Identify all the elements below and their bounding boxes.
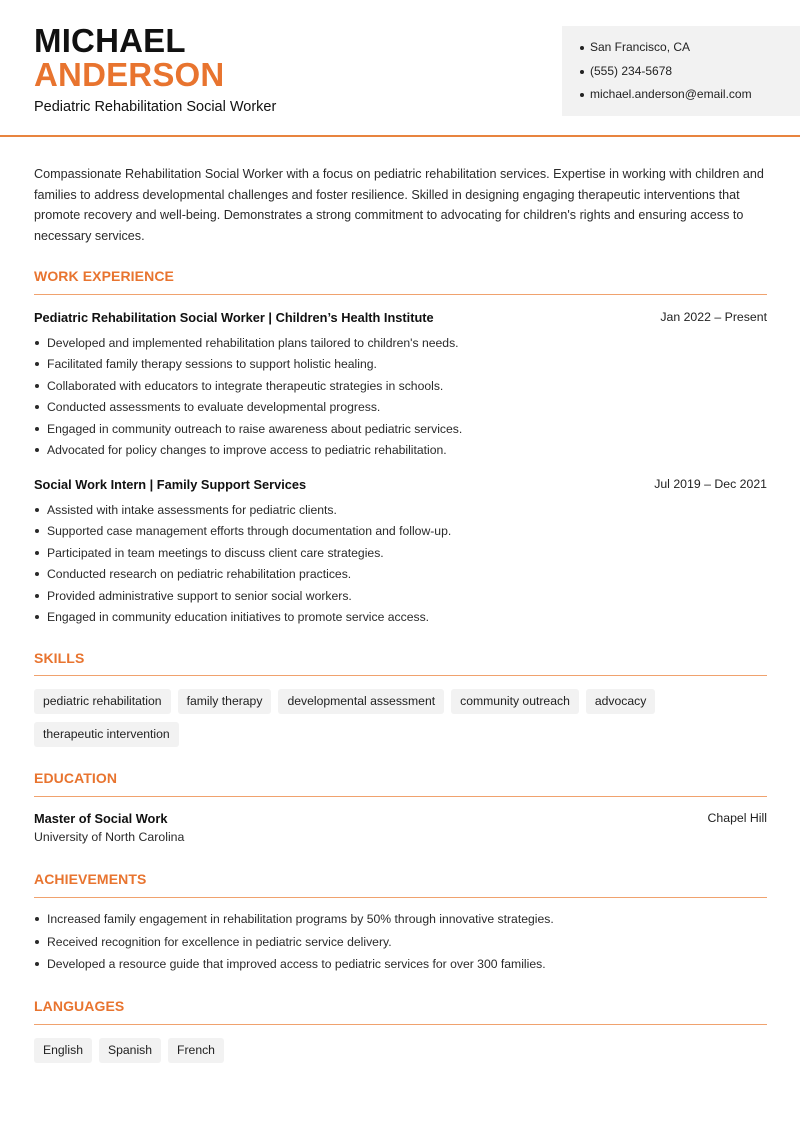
list-item: Supported case management efforts through documentation and follow-up. xyxy=(34,524,767,545)
education-school: University of North Carolina xyxy=(34,830,185,844)
section-title-skills: SKILLS xyxy=(34,650,85,666)
skill-tag: community outreach xyxy=(451,689,579,714)
list-item: Received recognition for excellence in pediatric service delivery. xyxy=(34,935,767,958)
list-item: Collaborated with educators to integrate therapeutic strategies in schools. xyxy=(34,379,767,400)
list-item: Conducted research on pediatric rehabilitation practices. xyxy=(34,567,767,588)
contact-email: michael.anderson@email.com xyxy=(580,86,752,110)
list-item: Developed and implemented rehabilitation plans tailored to children's needs. xyxy=(34,336,767,357)
education-location: Chapel Hill xyxy=(707,811,767,825)
first-name: MICHAEL xyxy=(34,22,186,59)
job-entry xyxy=(34,477,767,631)
contact-list xyxy=(580,39,752,110)
skill-tag: pediatric rehabilitation xyxy=(34,689,171,714)
section-title-education: EDUCATION xyxy=(34,770,118,786)
skills-tag-list xyxy=(34,689,767,747)
section-title-achievements: ACHIEVEMENTS xyxy=(34,871,147,887)
job-role: Pediatric Rehabilitation Social Worker | Children’s Health Institute xyxy=(34,310,434,325)
contact-location: San Francisco, CA xyxy=(580,39,752,63)
section-divider xyxy=(34,294,767,295)
education-entry xyxy=(34,811,767,844)
job-title: Pediatric Rehabilitation Social Worker xyxy=(34,99,277,115)
job-bullet-list xyxy=(34,503,767,631)
list-item: Participated in team meetings to discuss client care strategies. xyxy=(34,546,767,567)
job-bullet-list xyxy=(34,336,767,464)
section-divider xyxy=(34,897,767,898)
resume-header xyxy=(0,0,800,137)
contact-box xyxy=(562,26,800,116)
section-title-work: WORK EXPERIENCE xyxy=(34,268,174,284)
job-dates: Jan 2022 – Present xyxy=(660,310,767,324)
achievements-list xyxy=(34,912,767,980)
language-tag: Spanish xyxy=(99,1038,161,1063)
list-item: Engaged in community outreach to raise awareness about pediatric services. xyxy=(34,422,767,443)
list-item: Advocated for policy changes to improve access to pediatric rehabilitation. xyxy=(34,443,767,464)
job-header xyxy=(34,310,767,330)
summary-paragraph: Compassionate Rehabilitation Social Worker with a focus on pediatric rehabilitation services. Expertise in working with children and families to address developmental challenges and foster resilience. Skilled in designing engaging therapeutic interventions that promote recovery and well-being. Demonstrates a strong commitment to advocating for children's rights and ensuring access to necessary services. xyxy=(34,167,764,243)
language-tag: English xyxy=(34,1038,92,1063)
job-role: Social Work Intern | Family Support Services xyxy=(34,477,307,492)
list-item: Developed a resource guide that improved access to pediatric services for over 300 families. xyxy=(34,957,767,980)
skill-tag: therapeutic intervention xyxy=(34,722,179,747)
list-item: Facilitated family therapy sessions to support holistic healing. xyxy=(34,357,767,378)
language-tag: French xyxy=(168,1038,224,1063)
list-item: Conducted assessments to evaluate developmental progress. xyxy=(34,400,767,421)
section-divider xyxy=(34,796,767,797)
job-header xyxy=(34,477,767,497)
languages-tag-list xyxy=(34,1038,767,1063)
section-divider xyxy=(34,1024,767,1025)
job-dates: Jul 2019 – Dec 2021 xyxy=(654,477,767,491)
list-item: Increased family engagement in rehabilitation programs by 50% through innovative strategies. xyxy=(34,912,767,935)
skill-tag: advocacy xyxy=(586,689,656,714)
list-item: Engaged in community education initiatives to promote service access. xyxy=(34,610,767,631)
contact-phone: (555) 234-5678 xyxy=(580,63,752,87)
last-name: ANDERSON xyxy=(34,56,225,93)
section-title-languages: LANGUAGES xyxy=(34,998,125,1014)
job-entry xyxy=(34,310,767,464)
skill-tag: developmental assessment xyxy=(278,689,444,714)
education-degree: Master of Social Work xyxy=(34,811,168,826)
skill-tag: family therapy xyxy=(178,689,272,714)
list-item: Assisted with intake assessments for pediatric clients. xyxy=(34,503,767,524)
section-divider xyxy=(34,675,767,676)
list-item: Provided administrative support to senior social workers. xyxy=(34,589,767,610)
